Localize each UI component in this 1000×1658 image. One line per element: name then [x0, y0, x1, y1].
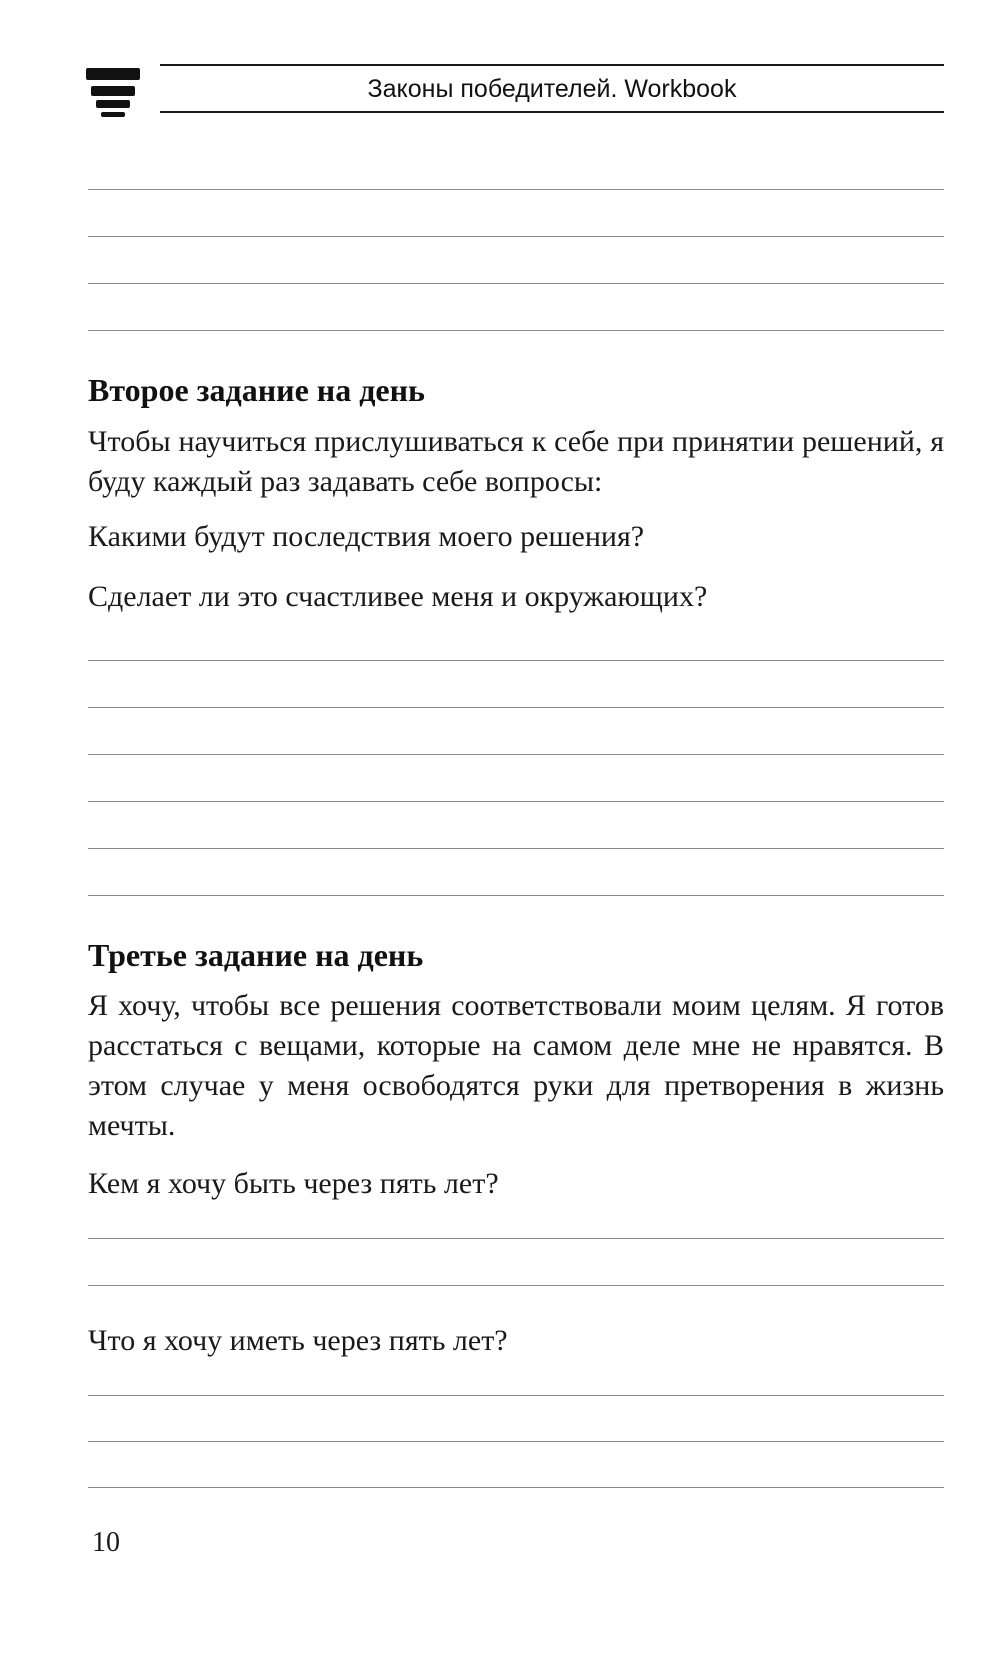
header-rule-top — [160, 64, 944, 66]
writing-line[interactable] — [88, 283, 944, 284]
task3-question-1: Кем я хочу быть через пять лет? — [88, 1167, 499, 1200]
writing-line[interactable] — [88, 1487, 944, 1488]
writing-line[interactable] — [88, 189, 944, 190]
page-number: 10 — [92, 1527, 120, 1558]
writing-line[interactable] — [88, 895, 944, 896]
writing-line[interactable] — [88, 236, 944, 237]
task3-heading: Третье задание на день — [88, 937, 424, 973]
task2-intro: Чтобы научиться прислушиваться к себе при принятии решений, я буду каждый раз задавать себе вопросы: — [88, 425, 944, 498]
writing-line[interactable] — [88, 660, 944, 661]
writing-line[interactable] — [88, 1395, 944, 1396]
task2-heading: Второе задание на день — [88, 372, 425, 408]
writing-line[interactable] — [88, 1441, 944, 1442]
stacked-bars-icon — [85, 68, 141, 116]
writing-line[interactable] — [88, 1238, 944, 1239]
header-rule-bottom — [160, 111, 944, 113]
writing-line[interactable] — [88, 754, 944, 755]
writing-line[interactable] — [88, 330, 944, 331]
writing-line[interactable] — [88, 1285, 944, 1286]
task2-question-1: Какими будут последствия моего решения? — [88, 520, 645, 553]
writing-line[interactable] — [88, 801, 944, 802]
running-header-title: Законы победителей. Workbook — [367, 75, 737, 103]
task2-question-2: Сделает ли это счастливее меня и окружающих? — [88, 580, 708, 613]
writing-line[interactable] — [88, 707, 944, 708]
task3-question-2: Что я хочу иметь через пять лет? — [88, 1324, 508, 1357]
writing-line[interactable] — [88, 848, 944, 849]
task3-paragraph: Я хочу, чтобы все решения соответствовали моим целям. Я готов расстаться с вещами, которые на самом деле мне не нравятся. В этом случае у меня освободятся руки для претворения в жизнь мечты. — [88, 989, 944, 1142]
